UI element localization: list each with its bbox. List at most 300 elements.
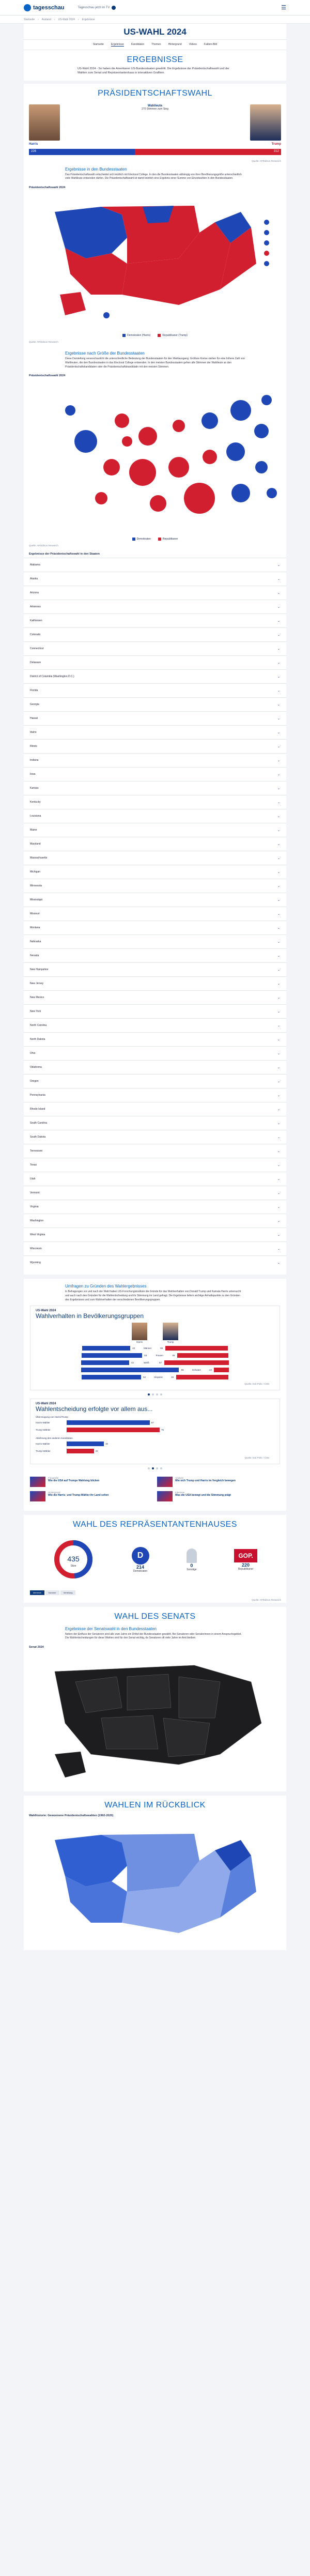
- rep-bar: [164, 1360, 229, 1365]
- teaser-kicker: Hintergrund: [48, 1491, 60, 1494]
- group-name: Schwarz: [192, 1369, 201, 1371]
- state-row[interactable]: [24, 1018, 286, 1032]
- state-row[interactable]: [24, 711, 286, 725]
- chevron-down-icon: ⌄: [277, 577, 280, 581]
- state-row[interactable]: [24, 795, 286, 809]
- breadcrumb-item: Ergebnisse: [82, 18, 95, 21]
- carousel-dot[interactable]: [148, 1467, 150, 1469]
- chevron-down-icon: ⌄: [277, 689, 280, 693]
- state-name: Delaware: [30, 661, 41, 665]
- house-dem: [132, 1547, 149, 1573]
- legend-rep: [158, 334, 187, 337]
- map-small-state[interactable]: [264, 261, 269, 266]
- group-chart-tile: [30, 1306, 280, 1390]
- state-bubble[interactable]: [150, 495, 166, 512]
- legend-swatch-rep: [158, 334, 161, 337]
- state-bubble[interactable]: [261, 395, 272, 405]
- democrats-logo: D: [132, 1547, 149, 1565]
- title-card: [24, 24, 286, 81]
- motive-chart-tile: [30, 1399, 280, 1464]
- state-row[interactable]: [24, 683, 286, 697]
- senate-subhead: Ergebnisse der Senatswahl in den Bundesstaaten: [65, 1626, 157, 1631]
- house-tab[interactable]: Kammer: [45, 1590, 59, 1595]
- bar: [67, 1449, 94, 1453]
- harris-photo: [132, 1323, 147, 1340]
- source-note: Quelle: AP/Edison Research: [29, 544, 58, 547]
- group-rows: [36, 1345, 274, 1381]
- harris-name: Harris: [29, 142, 38, 146]
- state-bubble[interactable]: [226, 442, 245, 461]
- bar-row: [36, 1427, 274, 1434]
- group-row: [36, 1359, 274, 1367]
- state-row[interactable]: [24, 865, 286, 879]
- bubble-map[interactable]: [24, 379, 286, 534]
- state-row[interactable]: [24, 558, 286, 572]
- state-name: Montana: [30, 926, 40, 930]
- teaser-link[interactable]: [30, 1477, 153, 1487]
- senate-alaska[interactable]: [55, 1752, 86, 1777]
- group-name: Männer: [144, 1347, 152, 1350]
- tab[interactable]: Fakten-Bild: [204, 43, 218, 46]
- bar-row: [36, 1440, 274, 1448]
- polls-card: [24, 1279, 286, 1510]
- state-row[interactable]: [24, 586, 286, 600]
- state-row[interactable]: [24, 823, 286, 837]
- state-row[interactable]: [24, 669, 286, 683]
- bubble-legend: [24, 535, 286, 543]
- state-row[interactable]: [24, 600, 286, 614]
- state-bubble[interactable]: [254, 424, 269, 438]
- group-label: Ablehnung des anderen Kandidaten: [36, 1436, 73, 1439]
- state-row[interactable]: [24, 697, 286, 711]
- state-bubble[interactable]: [65, 405, 75, 416]
- state-row[interactable]: [24, 837, 286, 851]
- breadcrumb-item[interactable]: US-Wahl 2024: [58, 18, 75, 21]
- state-row[interactable]: [24, 1255, 286, 1269]
- group-name: Hispanic: [153, 1376, 163, 1378]
- state-row[interactable]: [24, 851, 286, 865]
- tile-label: US-Wahl 2024: [36, 1402, 56, 1405]
- state-name: Kentucky: [30, 801, 41, 804]
- state-bubble[interactable]: [184, 483, 215, 514]
- state-name: Kalifornien: [30, 619, 42, 623]
- chevron-down-icon: ⌄: [277, 563, 280, 567]
- bar-row: [36, 1448, 274, 1455]
- legend-swatch-dem: [132, 538, 135, 541]
- legend-label-dem: Demokraten (Harris): [127, 334, 151, 337]
- state-row[interactable]: [24, 907, 286, 921]
- senate-state[interactable]: [179, 1677, 220, 1718]
- state-bubble[interactable]: [203, 450, 217, 464]
- state-name: Wisconsin: [30, 1247, 42, 1251]
- trump-label: Trump: [167, 1340, 174, 1343]
- source-note: Quelle: AP/Edison Research: [29, 341, 58, 343]
- majority-label: [142, 104, 168, 111]
- chevron-down-icon: ⌄: [277, 1233, 280, 1237]
- teaser-image: [30, 1477, 45, 1487]
- state-bubble[interactable]: [255, 461, 268, 473]
- state-row[interactable]: [24, 725, 286, 739]
- state-row[interactable]: [24, 879, 286, 893]
- page-title: US-WAHL 2024: [123, 27, 187, 37]
- chevron-down-icon: ⌄: [277, 884, 280, 888]
- state-row[interactable]: [24, 1116, 286, 1130]
- carousel-dot[interactable]: [152, 1393, 154, 1396]
- carousel-dot[interactable]: [156, 1467, 158, 1469]
- chevron-down-icon: ⌄: [277, 773, 280, 776]
- tab-active[interactable]: Ergebnisse: [111, 43, 124, 46]
- chevron-down-icon: ⌄: [277, 1163, 280, 1167]
- chevron-down-icon: ⌄: [277, 968, 280, 972]
- state-name: Michigan: [30, 870, 41, 874]
- state-row[interactable]: [24, 1004, 286, 1018]
- rep-seats: 220: [242, 1562, 250, 1568]
- states-subhead: Ergebnisse in den Bundesstaaten: [65, 166, 127, 172]
- motive-rows-b: [36, 1440, 274, 1455]
- chevron-down-icon: ⌄: [277, 675, 280, 679]
- chevron-down-icon: ⌄: [277, 731, 280, 734]
- state-bubble[interactable]: [231, 484, 250, 502]
- rep-value: 55: [160, 1347, 163, 1350]
- teaser-title: Wie die Harris- und Trump-Wähler ihr Land sehen: [48, 1493, 109, 1497]
- map-small-state[interactable]: [264, 251, 269, 256]
- state-row[interactable]: [24, 809, 286, 823]
- state-row[interactable]: [24, 655, 286, 669]
- rep-label: Republikaner: [238, 1567, 254, 1571]
- dem-value: 42: [132, 1347, 135, 1350]
- state-name: Tennessee: [30, 1149, 43, 1153]
- state-row[interactable]: [24, 753, 286, 767]
- state-row[interactable]: [24, 767, 286, 781]
- chevron-down-icon: ⌄: [277, 1136, 280, 1139]
- teaser-image: [157, 1491, 173, 1501]
- state-name: Mississippi: [30, 898, 43, 902]
- state-row[interactable]: [24, 1130, 286, 1144]
- ind-seats: 0: [190, 1562, 193, 1568]
- state-row[interactable]: [24, 948, 286, 962]
- chevron-down-icon: ⌄: [277, 1247, 280, 1251]
- electoral-bar: [29, 149, 281, 155]
- logo-icon: [24, 4, 31, 11]
- house-tabs: [24, 1588, 286, 1597]
- state-name: Alaska: [30, 577, 38, 581]
- senate-state[interactable]: [101, 1715, 158, 1749]
- tab[interactable]: Hintergrund: [168, 43, 182, 46]
- section-tabs: [24, 39, 286, 50]
- states-text: Das Präsidentschaftswahl entscheidet sich letztlich mit Electoral College. In den die Bundesstaaten abhängig von ihrer Bevölkerungsgröße unterschiedlich viele Wahlleute entsenden dürfen. Die Präsidentschaftswahl ist damit letztlich eine Ergebnis einer Summe von Einzelwahlen in den Bundesstaaten.: [65, 173, 242, 180]
- state-name: Louisiana: [30, 815, 41, 818]
- chevron-down-icon: ⌄: [277, 1108, 280, 1111]
- carousel-dot[interactable]: [156, 1393, 158, 1396]
- state-row[interactable]: [24, 962, 286, 976]
- state-name: Connecticut: [30, 647, 44, 651]
- group-row: [36, 1367, 274, 1374]
- senate-state[interactable]: [163, 1718, 210, 1757]
- rep-bar: [177, 1353, 228, 1358]
- chevron-down-icon: ⌄: [277, 1191, 280, 1195]
- chevron-down-icon: ⌄: [277, 926, 280, 930]
- chevron-down-icon: ⌄: [277, 982, 280, 986]
- state-row[interactable]: [24, 1228, 286, 1241]
- house-tab[interactable]: Mehrheit: [30, 1590, 44, 1595]
- tab[interactable]: Kandidaten: [131, 43, 145, 46]
- chevron-down-icon: ⌄: [277, 1094, 280, 1097]
- state-accordion: [24, 558, 286, 1269]
- source-note: Quelle: AP/Edison Research: [252, 1598, 281, 1601]
- state-bubble[interactable]: [115, 413, 129, 428]
- carousel-dots[interactable]: [24, 1464, 286, 1473]
- dem-bar: [81, 1360, 129, 1365]
- state-row[interactable]: [24, 893, 286, 907]
- harris-photo: [29, 104, 60, 141]
- harris-label: Harris: [136, 1340, 143, 1343]
- state-row[interactable]: [24, 1060, 286, 1074]
- chevron-down-icon: ⌄: [277, 647, 280, 651]
- tab[interactable]: Videos: [189, 43, 197, 46]
- state-bubble[interactable]: [138, 427, 157, 446]
- state-bubble[interactable]: [173, 420, 185, 432]
- tile-label: US-Wahl 2024: [36, 1309, 56, 1312]
- house-tab[interactable]: Verteilung: [60, 1590, 76, 1595]
- state-row[interactable]: [24, 1074, 286, 1088]
- state-row[interactable]: [24, 1158, 286, 1172]
- state-row[interactable]: [24, 1241, 286, 1255]
- dem-value: 86: [181, 1369, 184, 1371]
- breadcrumb-item[interactable]: Startseite: [24, 18, 35, 21]
- tab[interactable]: Themen: [151, 43, 161, 46]
- senate-map[interactable]: [24, 1651, 286, 1785]
- teaser-title: Wie sich Trump und Harris im Vergleich bewegen: [175, 1479, 236, 1482]
- rep-value: 57: [159, 1361, 162, 1364]
- chevron-down-icon: ⌄: [277, 1052, 280, 1055]
- senate-heading: WAHL DES SENATS: [114, 1612, 196, 1621]
- map-small-state[interactable]: [264, 230, 269, 235]
- senate-card: [24, 1607, 286, 1792]
- state-bubble[interactable]: [230, 400, 251, 421]
- state-name: Illinois: [30, 745, 37, 748]
- carousel-dot[interactable]: [148, 1393, 150, 1396]
- state-name: Iowa: [30, 773, 36, 776]
- state-row[interactable]: [24, 641, 286, 655]
- state-name: Nebraska: [30, 940, 41, 944]
- state-bubble[interactable]: [168, 457, 189, 478]
- legend-dem: [122, 334, 150, 337]
- teaser-kicker: Analyse: [175, 1476, 184, 1479]
- carousel-dot[interactable]: [160, 1467, 162, 1469]
- dem-value: 42: [131, 1361, 134, 1364]
- state-row[interactable]: [24, 1214, 286, 1228]
- harris-head: [132, 1323, 147, 1344]
- seat-donut: [53, 1539, 94, 1580]
- chevron-down-icon: ⌄: [277, 1205, 280, 1209]
- chevron-down-icon: ⌄: [277, 717, 280, 720]
- chevron-down-icon: ⌄: [277, 829, 280, 832]
- legend-swatch-rep: [158, 538, 161, 541]
- state-bubble[interactable]: [122, 436, 132, 447]
- state-row[interactable]: [24, 1102, 286, 1116]
- state-name: Arkansas: [30, 605, 41, 609]
- bar-label: Harris-Wähler: [36, 1443, 50, 1445]
- house-summary: [24, 1531, 286, 1588]
- group-label: Überzeugung von Harris/Trump: [36, 1415, 68, 1418]
- tab[interactable]: Startseite: [92, 43, 104, 46]
- bubble-title: Präsidentschaftswahl 2024: [29, 374, 66, 378]
- tile-title: Wahlverhalten in Bevölkerungsgruppen: [36, 1312, 144, 1320]
- chevron-down-icon: ⌄: [277, 1149, 280, 1153]
- chevron-down-icon: ⌄: [277, 870, 280, 874]
- chevron-down-icon: ⌄: [277, 591, 280, 595]
- state-name: Ohio: [30, 1052, 36, 1055]
- chevron-down-icon: ⌄: [277, 1024, 280, 1028]
- rep-electoral-bar: 312: [135, 149, 281, 155]
- state-bubble[interactable]: [267, 488, 277, 498]
- chevron-down-icon: ⌄: [277, 842, 280, 846]
- state-row[interactable]: [24, 627, 286, 641]
- teaser-title: Was die USA bewegt und die Stimmung prägt: [175, 1493, 231, 1497]
- state-name: Kansas: [30, 787, 39, 790]
- state-name: Oklahoma: [30, 1066, 42, 1069]
- chevron-down-icon: ⌄: [277, 815, 280, 818]
- map-small-state[interactable]: [264, 240, 269, 246]
- state-name: Maine: [30, 829, 37, 832]
- state-bubble[interactable]: [202, 412, 218, 429]
- map-hawaii[interactable]: [103, 312, 110, 318]
- rep-value: 45: [172, 1354, 175, 1357]
- state-name: Indiana: [30, 759, 39, 762]
- brand-name: tagesschau: [33, 4, 65, 11]
- state-name: North Dakota: [30, 1038, 45, 1041]
- chevron-down-icon: ⌄: [277, 759, 280, 762]
- breadcrumb-item[interactable]: Ausland: [41, 18, 51, 21]
- chevron-down-icon: ⌄: [277, 1261, 280, 1265]
- rep-value: 46: [171, 1376, 174, 1378]
- state-name: South Carolina: [30, 1122, 48, 1125]
- map-alaska[interactable]: [60, 292, 86, 315]
- trump-photo: [250, 104, 281, 141]
- state-row[interactable]: [24, 781, 286, 795]
- teaser-kicker: Fotografie: [48, 1476, 59, 1479]
- president-heading: PRÄSIDENTSCHAFTSWAHL: [98, 88, 212, 98]
- majority-label-value: 270 Stimmen zum Sieg: [142, 107, 168, 111]
- state-row[interactable]: [24, 1172, 286, 1186]
- state-row[interactable]: [24, 1144, 286, 1158]
- bar-label: Trump-Wähler: [36, 1429, 51, 1431]
- dem-label: Demokraten: [133, 1569, 148, 1573]
- teaser-link[interactable]: [30, 1491, 153, 1501]
- legend-dem: [132, 538, 151, 541]
- chevron-down-icon: ⌄: [277, 898, 280, 902]
- donut-total: 435: [67, 1554, 80, 1563]
- chevron-down-icon: ⌄: [277, 661, 280, 665]
- dem-bar: [82, 1346, 130, 1351]
- chevron-down-icon: ⌄: [277, 940, 280, 944]
- bar-label: Harris-Wähler: [36, 1421, 50, 1424]
- state-bubble[interactable]: [103, 459, 120, 476]
- senate-state[interactable]: [127, 1674, 171, 1710]
- state-row[interactable]: [24, 739, 286, 753]
- state-name: Idaho: [30, 731, 37, 734]
- state-name: Oregon: [30, 1080, 39, 1083]
- house-card: [24, 1515, 286, 1603]
- house-rep: [234, 1549, 257, 1571]
- state-row[interactable]: [24, 921, 286, 934]
- state-name: Utah: [30, 1177, 36, 1181]
- history-map[interactable]: [24, 1819, 286, 1946]
- state-row[interactable]: [24, 990, 286, 1004]
- carousel-dot[interactable]: [160, 1393, 162, 1396]
- carousel-dots[interactable]: [24, 1390, 286, 1399]
- bar-row: [36, 1419, 274, 1427]
- source-note: Quelle: AP/Edison Research: [252, 159, 281, 162]
- breadcrumb: Startseite › Ausland › US-Wahl 2024 › Ergebnisse: [0, 16, 310, 24]
- results-intro: US-Wahl 2024 - So haben die Amerikaner US-Bundesstaaten gewählt. Die Ergebnisse der Präsidentschaftswahl und der Wahlen zum Senat und Repräsentantenhaus in interaktiven Grafiken.: [78, 67, 229, 75]
- state-row[interactable]: [24, 934, 286, 948]
- state-row[interactable]: [24, 1046, 286, 1060]
- state-name: Virginia: [30, 1205, 39, 1209]
- state-bubble[interactable]: [74, 430, 97, 453]
- carousel-dot[interactable]: [152, 1467, 154, 1469]
- state-name: Hawaii: [30, 717, 38, 720]
- legend-rep: [158, 538, 178, 541]
- menu-icon[interactable]: ☰: [281, 5, 286, 11]
- chevron-down-icon: ⌄: [277, 996, 280, 1000]
- group-row: [36, 1374, 274, 1381]
- chevron-down-icon: ⌄: [277, 745, 280, 748]
- chevron-down-icon: ⌄: [277, 619, 280, 623]
- teaser-link[interactable]: [157, 1491, 280, 1501]
- candidate-heads: [36, 1320, 274, 1345]
- brand-logo[interactable]: [24, 4, 65, 11]
- state-bubble[interactable]: [95, 492, 107, 504]
- state-name: Arizona: [30, 591, 39, 595]
- teaser-link[interactable]: [157, 1477, 280, 1487]
- senate-text: Neben der Einfluss der Senatoren sind alle zwei Jahre ein Drittel der Bundesstaaten gewählt. Bei Senatoren oder Senatorinnen in einem Anspruchsgebiet. Die Wahlentscheidungen für diese Wahlen sind für den Senat wichtig, da Senatoren oft viele Jahre im Amt bleiben.: [65, 1632, 242, 1640]
- group-row: [36, 1352, 274, 1359]
- chevron-down-icon: ⌄: [277, 787, 280, 790]
- trump-head: [163, 1323, 178, 1344]
- dem-bar: [82, 1375, 141, 1379]
- state-row[interactable]: [24, 1032, 286, 1046]
- bar-value: 67: [151, 1421, 154, 1424]
- state-row[interactable]: [24, 1186, 286, 1200]
- state-name: West Virginia: [30, 1233, 45, 1237]
- history-card: [24, 1796, 286, 1950]
- live-tv-link[interactable]: [78, 6, 116, 10]
- map-small-state[interactable]: [264, 220, 269, 225]
- state-name: Minnesota: [30, 884, 42, 888]
- state-row[interactable]: [24, 976, 286, 990]
- state-row[interactable]: [24, 1200, 286, 1214]
- teaser-image: [157, 1477, 173, 1487]
- source-note: Quelle: Exit Polls / CNN: [244, 1382, 269, 1385]
- chevron-down-icon: ⌄: [277, 1122, 280, 1125]
- state-name: Washington: [30, 1219, 44, 1223]
- size-subhead: Ergebnisse nach Größe der Bundesstaaten: [65, 351, 145, 356]
- state-row[interactable]: [24, 572, 286, 586]
- state-row[interactable]: [24, 614, 286, 627]
- state-row[interactable]: [24, 1088, 286, 1102]
- us-results-map[interactable]: [24, 191, 286, 331]
- source-note: Quelle: Exit Polls / CNN: [244, 1456, 269, 1459]
- history-heading: WAHLEN IM RÜCKBLICK: [104, 1801, 206, 1810]
- state-list-heading: Ergebnisse der Präsidentschaftswahl in den Staaten: [29, 553, 100, 556]
- state-bubble[interactable]: [129, 459, 156, 486]
- chevron-down-icon: ⌄: [277, 1080, 280, 1083]
- chevron-down-icon: ⌄: [277, 1010, 280, 1014]
- chevron-down-icon: ⌄: [277, 1038, 280, 1041]
- state-name: Missouri: [30, 912, 40, 916]
- gop-logo: GOP.: [234, 1549, 257, 1562]
